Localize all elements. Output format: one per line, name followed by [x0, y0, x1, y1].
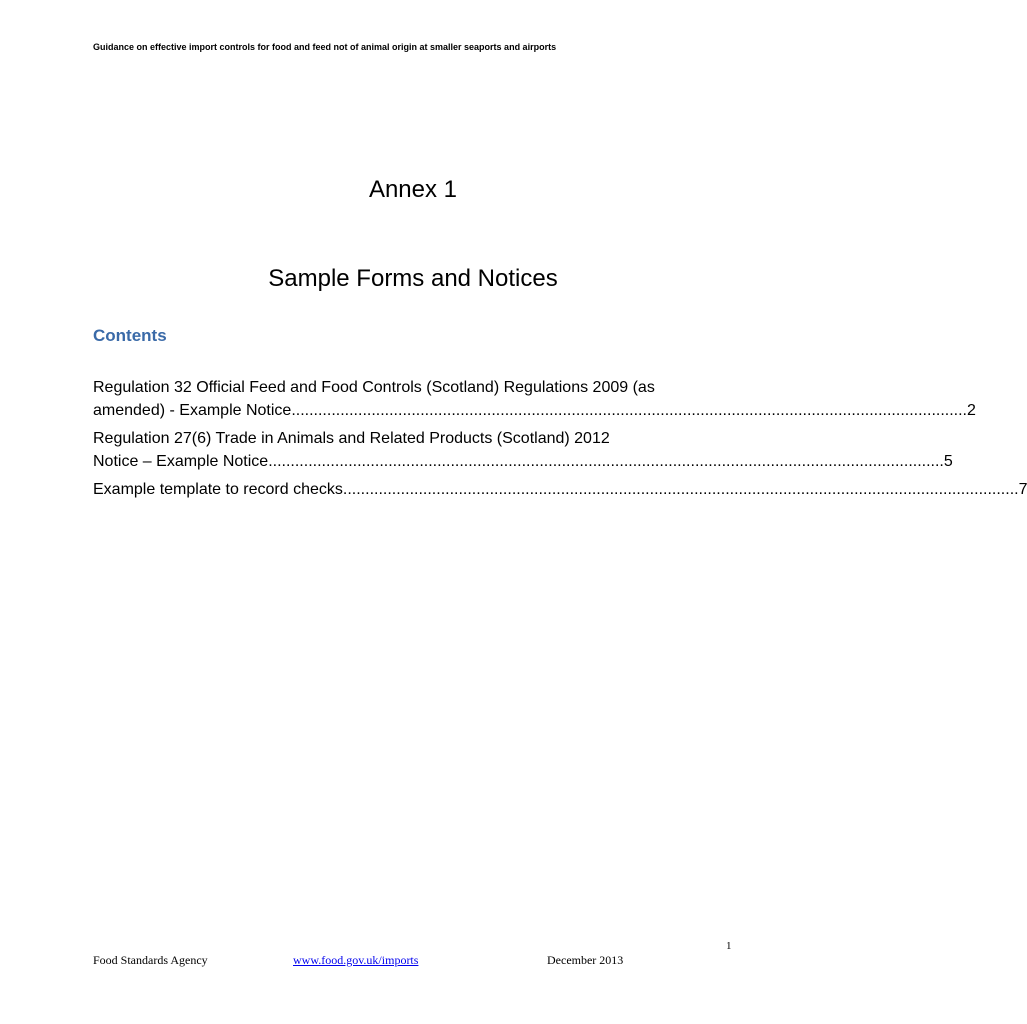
- toc-entry-last-line: [93, 399, 976, 422]
- page-number: 1: [726, 940, 732, 952]
- toc-entry-last-line: [93, 450, 953, 473]
- toc-page-number: 5: [943, 453, 953, 470]
- toc-leader-dots: ........................................................................................................................................................: [291, 402, 967, 419]
- toc-entry-text: Regulation 27(6) Trade in Animals and Related Products (Scotland) 2012: [93, 430, 610, 447]
- footer-website-link[interactable]: www.food.gov.uk/imports: [293, 953, 419, 967]
- table-of-contents: [93, 376, 1027, 506]
- annex-title: Annex 1: [368, 176, 458, 203]
- footer-organisation: Food Standards Agency: [93, 953, 208, 967]
- toc-entry-regulation-32[interactable]: [93, 376, 976, 422]
- toc-entry-last-line: [93, 478, 1027, 501]
- toc-page-number: 2: [967, 402, 976, 419]
- document-title: Sample Forms and Notices: [268, 265, 558, 292]
- running-header: Guidance on effective import controls for food and feed not of animal origin at smaller seaports and airports: [93, 42, 557, 52]
- toc-entry-regulation-27[interactable]: [93, 427, 953, 473]
- toc-entry-text: Example template to record checks: [93, 481, 343, 498]
- contents-heading: Contents: [93, 326, 167, 345]
- toc-leader-dots: ........................................................................................................................................................: [342, 481, 1019, 498]
- footer-date: December 2013: [547, 953, 624, 967]
- toc-entry-text: Notice – Example Notice: [93, 453, 269, 470]
- toc-entry-text: amended) - Example Notice: [93, 402, 292, 419]
- toc-entry-record-checks[interactable]: [93, 478, 1027, 501]
- toc-page-number: 7: [1018, 481, 1027, 498]
- toc-leader-dots: ........................................................................................................................................................: [268, 453, 944, 470]
- toc-entry-text: Regulation 32 Official Feed and Food Controls (Scotland) Regulations 2009 (as: [93, 379, 655, 396]
